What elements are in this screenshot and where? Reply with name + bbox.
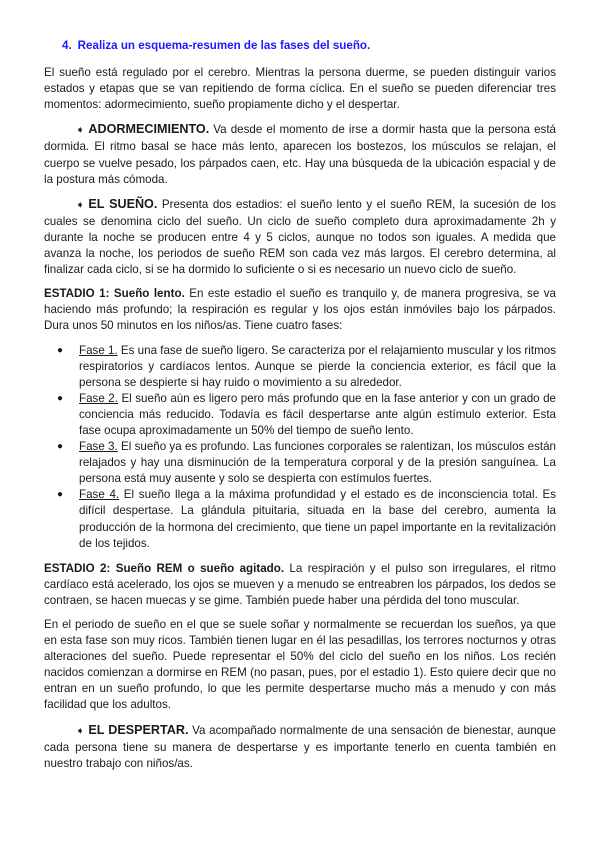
arrow-icon: ➧: [76, 199, 85, 211]
fase-text: El sueño llega a la máxima profundidad y el estado es de inconsciencia total. Es difícil despertase. La glándula pituitaria, situada en la base del cerebro, aumenta la producción de la hormona del crecimiento, que tiene un papel importante en la revitalización de los tejidos.: [79, 488, 556, 550]
estadio1-text: En este estadio el sueño es tranquilo y, de manera progresiva, se va haciendo más profundo; la respiración es regular y los ojos están inmóviles bajo los párpados. Dura unos 50 minutos en los niños/as. Tiene cuatro fases:: [44, 287, 556, 333]
bullet-icon: ●: [57, 392, 64, 404]
estadio1-paragraph: [44, 286, 556, 334]
adormecimiento-text: Va desde el momento de irse a dormir hasta que la persona está dormida. El ritmo basal se hace más lento, aparecen los bostezos, los músculos se relajan, el cuerpo se vuelve pesado, los párpados caen, etc. Hay una búsqueda de la ubicación espacial y de la postura más cómoda.: [44, 123, 556, 186]
fase-label: Fase 1.: [79, 343, 118, 357]
bullet-icon: ●: [57, 344, 64, 356]
section-despertar: [44, 722, 556, 772]
arrow-icon: ➧: [76, 725, 85, 737]
sueno-text: Presenta dos estadios: el sueño lento y el sueño REM, la sucesión de los cuales se denomina ciclo del sueño. Un ciclo de sueño completo dura aproximadamente 2h y durante la noche se producen entre 4 y 5 ciclos, aunque no todos son iguales. A medida que avanza la noche, los periodos de sueño REM son cada vez más largos. El cerebro determina, al finalizar cada ciclo, si se ha dormido lo suficiente o si es necesario un nuevo ciclo de sueño.: [44, 197, 556, 277]
fase-label: Fase 4.: [79, 488, 120, 502]
sueno-heading: EL SUEÑO.: [88, 196, 158, 211]
rem-paragraph: En el periodo de sueño en el que se suele soñar y normalmente se recuerdan los sueños, ya que en esta fase son muy ricos. También tienen lugar en él las pesadillas, los terrores nocturnos y otras alteraciones del sueño. Puede representar el 50% del ciclo del sueño en los niños. Los recién nacidos comienzan a dormirse en REM (no pasan, pues, por el estadio 1). Esto quiere decir que no entran en un sueño profundo, lo que les permite despertarse mucho más a menudo y con más facilidad que los adultos.: [44, 618, 556, 712]
phases-list: [44, 343, 556, 552]
section-adormecimiento: [44, 121, 556, 187]
intro-paragraph: El sueño está regulado por el cerebro. Mientras la persona duerme, se pueden distinguir varios estados y etapas que se van repitiendo de forma cíclica. En el sueño se pueden diferenciar tres momentos: adormecimiento, sueño propiamente dicho y el despertar.: [44, 66, 556, 112]
estadio2-paragraph: [44, 561, 556, 609]
document-page: [44, 38, 556, 780]
question-number: 4.: [62, 39, 72, 52]
fase-label: Fase 3.: [79, 440, 118, 454]
section-sueno: [44, 196, 556, 278]
fase-label: Fase 2.: [79, 391, 118, 405]
adormecimiento-heading: ADORMECIMIENTO.: [88, 122, 210, 137]
fase-text: Es una fase de sueño ligero. Se caracteriza por el relajamiento muscular y los ritmos respiratorios y cardíacos lentos. Aunque se pierde la conciencia exterior, es fácil que la persona se despierte si hay ruido o movimiento a su alrededor.: [79, 343, 556, 389]
question-text: Realiza un esquema-resumen de las fases del sueño.: [77, 39, 371, 52]
list-item-fase-1: [44, 343, 556, 391]
fase-text: El sueño ya es profundo. Las funciones corporales se ralentizan, los músculos están relajados y hay una disminución de la temperatura corporal y de la presión sanguínea. La persona está muy ausente y solo se despierta con estímulos fuertes.: [79, 440, 556, 486]
arrow-icon: ➧: [76, 125, 85, 137]
list-item-fase-4: [44, 487, 556, 551]
bullet-icon: ●: [57, 489, 64, 501]
list-item-fase-2: [44, 391, 556, 439]
bullet-icon: ●: [57, 441, 64, 453]
despertar-heading: EL DESPERTAR.: [88, 722, 189, 737]
estadio1-heading: ESTADIO 1: Sueño lento.: [44, 287, 185, 301]
estadio2-heading: ESTADIO 2: Sueño REM o sueño agitado.: [44, 561, 285, 575]
estadio2-text: La respiración y el pulso son irregulares, el ritmo cardíaco está acelerado, los ojos se mueven y a menudo se entreabren los párpados, los dedos se contraen, se hacen muecas y se gime. También puede haber una pérdida del tono muscular.: [44, 561, 556, 607]
list-item-fase-3: [44, 439, 556, 487]
fase-text: El sueño aún es ligero pero más profundo que en la fase anterior y con un grado de conciencia más reducido. Todavía es fácil despertarse ante algún estímulo exterior. Esta fase ocupa aproximadamente un 50% del tiempo de sueño lento.: [79, 391, 557, 437]
despertar-text: Va acompañado normalmente de una sensación de bienestar, aunque cada persona tiene su manera de despertarse y es importante tenerlo en cuenta también en nuestro trabajo con niños/as.: [44, 723, 556, 770]
question-title: [62, 38, 556, 54]
